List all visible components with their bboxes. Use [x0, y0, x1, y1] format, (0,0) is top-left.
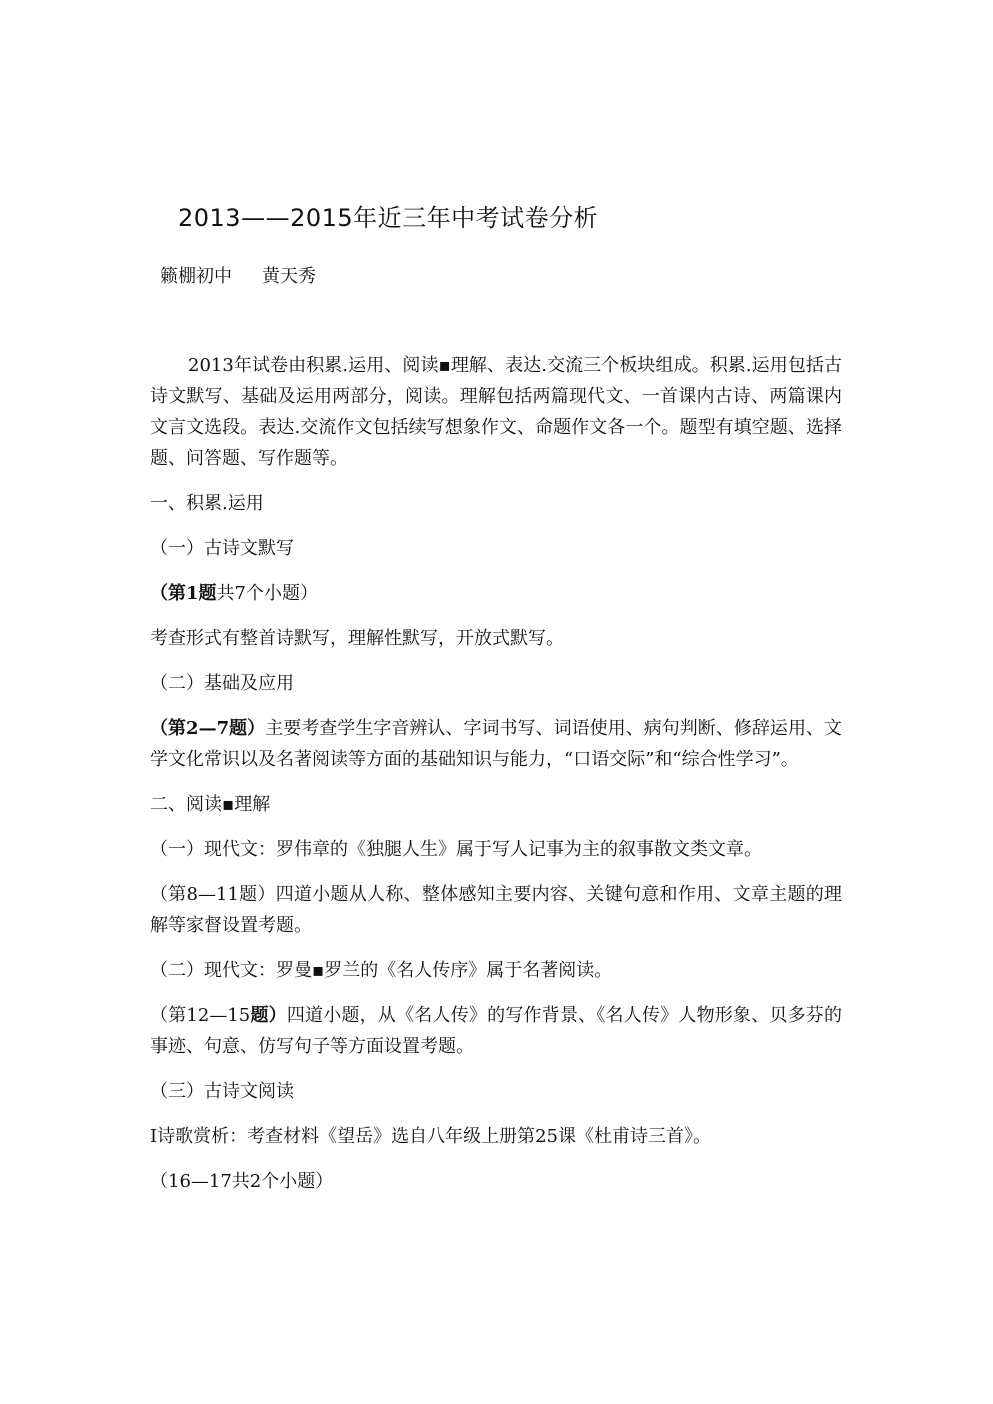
- question-range-rest: 四道小题，从《名人传》的写作背景、《名人传》人物形象、贝多芬的事迹、句意、仿写句子等方面设置考题。: [150, 1005, 843, 1057]
- question-range-bold: 题）: [250, 1005, 287, 1026]
- question-range: [150, 578, 842, 609]
- description-paragraph: （第8—11题）四道小题从人称、整体感知主要内容、关键句意和作用、文章主题的理解等家督设置考题。: [150, 884, 842, 936]
- section-heading: 二、阅读▪理解: [150, 794, 271, 815]
- author-school: 籁棚初中: [160, 266, 232, 287]
- subsection-heading: （二）现代文：罗曼▪罗兰的《名人传序》属于名著阅读。: [150, 960, 613, 981]
- author-line: [160, 262, 316, 288]
- question-range: （16—17共2个小题）: [150, 1171, 334, 1192]
- document-title: 2013——2015年近三年中考试卷分析: [178, 204, 599, 232]
- question-range-rest: 共7个小题）: [216, 583, 318, 604]
- question-range-bold: （第2—7题）: [150, 718, 266, 739]
- description-paragraph: [150, 1000, 842, 1062]
- author-name: 黄天秀: [262, 266, 316, 287]
- subsection-heading: （三）古诗文阅读: [150, 1081, 294, 1102]
- description-paragraph: Ⅰ诗歌赏析：考查材料《望岳》选自八年级上册第25课《杜甫诗三首》。: [150, 1126, 712, 1147]
- question-range-prefix: （第12—15: [150, 1005, 251, 1026]
- subsection-heading: （一）古诗文默写: [150, 538, 294, 559]
- section-heading: 一、积累.运用: [150, 493, 264, 514]
- description-paragraph: 考查形式有整首诗默写，理解性默写，开放式默写。: [150, 628, 564, 649]
- question-range-rest: 主要考查学生字音辨认、字词书写、词语使用、病句判断、修辞运用、文学文化常识以及名著阅读等方面的基础知识与能力，“口语交际”和“综合性学习”。: [150, 718, 842, 770]
- document-body: [150, 350, 842, 1211]
- subsection-heading: （一）现代文：罗伟章的《独腿人生》属于写人记事为主的叙事散文类文章。: [150, 839, 762, 860]
- intro-paragraph: 2013年试卷由积累.运用、阅读▪理解、表达.交流三个板块组成。积累.运用包括古诗文默写、基础及运用两部分，阅读。理解包括两篇现代文、一首课内古诗、两篇课内文言文选段。表达.交流作文包括续写想象作文、命题作文各一个。题型有填空题、选择题、问答题、写作题等。: [150, 355, 842, 469]
- question-range-bold: （第1题: [150, 583, 217, 604]
- subsection-heading: （二）基础及应用: [150, 673, 294, 694]
- description-paragraph: [150, 713, 842, 775]
